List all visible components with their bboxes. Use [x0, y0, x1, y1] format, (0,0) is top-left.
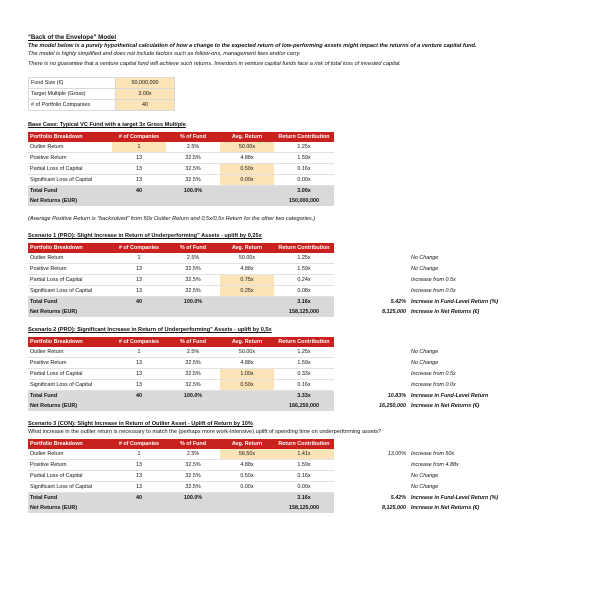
delta-value: [360, 471, 408, 482]
spacer: [334, 493, 360, 504]
avg-return-cell: 4.88x: [220, 358, 274, 369]
empty-cell: [166, 401, 220, 411]
spacer: [334, 391, 360, 402]
contribution-cell: 0.16x: [274, 471, 334, 482]
header-cell: % of Fund: [166, 439, 220, 449]
pct-cell: 32.5%: [166, 380, 220, 391]
change-note: No Change: [411, 484, 439, 490]
table-row: [28, 358, 523, 369]
row-label: Total Fund: [28, 186, 112, 197]
delta-value: [360, 460, 408, 471]
companies-cell: 40: [112, 391, 166, 402]
empty-cell: [220, 401, 274, 411]
row-label: Net Returns (EUR): [28, 307, 112, 317]
contribution-cell: 1.59x: [274, 153, 334, 164]
row-label: Partial Loss of Capital: [28, 275, 112, 286]
empty-cell: [112, 307, 166, 317]
base-case-title: Base Case: Typical VC Fund with a target 3x Gross Multiple: [28, 122, 186, 128]
table-row: [28, 369, 523, 380]
row-label: Outlier Return: [28, 142, 112, 153]
contribution-cell: 1.59x: [274, 460, 334, 471]
change-note: Increase from 4.88x: [411, 462, 459, 468]
avg-return-cell: [220, 186, 274, 197]
header-cell: Return Contribution: [274, 337, 334, 347]
empty-cell: [166, 307, 220, 317]
page-title: "Back of the Envelope" Model: [28, 34, 117, 41]
avg-return-cell[interactable]: 1.00x: [220, 369, 274, 380]
table-row: [28, 460, 523, 471]
contribution-cell: 0.33x: [274, 369, 334, 380]
avg-return-cell[interactable]: 50.00x: [220, 142, 274, 153]
spacer: [334, 253, 360, 264]
change-note: Increase in Net Returns (€): [411, 403, 480, 409]
spacer: [334, 347, 360, 358]
table-row: [28, 286, 523, 297]
row-label: Significant Loss of Capital: [28, 175, 112, 186]
header-cell: Portfolio Breakdown: [28, 243, 112, 253]
pct-cell: 2.5%: [166, 142, 220, 153]
spacer: [334, 275, 360, 286]
change-note: No Change: [411, 266, 439, 272]
avg-return-cell: 4.88x: [220, 153, 274, 164]
companies-cell: 13: [112, 471, 166, 482]
pct-cell: 2.5%: [166, 449, 220, 460]
delta-value: [360, 264, 408, 275]
companies-cell: 40: [112, 186, 166, 197]
delta-value: [360, 253, 408, 264]
pct-cell: 100.0%: [166, 391, 220, 402]
intro-line-3: There is no guarantee that a venture capital fund will achieve such returns. Investors in venture capital funds face a risk of total loss of invested capital.: [28, 61, 401, 67]
pct-cell: 100.0%: [166, 493, 220, 504]
scenario-3-table: [28, 439, 523, 513]
pct-cell: 2.5%: [166, 347, 220, 358]
companies-cell: 13: [112, 264, 166, 275]
input-row-target-multiple: [29, 89, 175, 100]
empty-cell: [220, 493, 274, 504]
table-row: [28, 380, 523, 391]
pct-cell: 32.5%: [166, 153, 220, 164]
table-row: [28, 253, 523, 264]
table-row: [28, 164, 334, 175]
header-cell: Avg. Return: [220, 337, 274, 347]
avg-return-cell: 0.00x: [220, 482, 274, 493]
delta-value: 16,250,000: [379, 403, 406, 409]
header-cell: % of Fund: [166, 243, 220, 253]
companies-cell: 1: [112, 253, 166, 264]
header-cell: % of Fund: [166, 132, 220, 142]
header-cell: % of Fund: [166, 337, 220, 347]
delta-value: [360, 347, 408, 358]
empty-cell: [112, 503, 166, 513]
pct-cell: 32.5%: [166, 369, 220, 380]
delta-value: [360, 380, 408, 391]
spacer: [334, 337, 360, 347]
row-label: Net Returns (EUR): [28, 503, 112, 513]
pct-cell: 100.0%: [166, 186, 220, 197]
scenario-1-table: [28, 243, 523, 317]
total-row: [28, 186, 334, 197]
change-note: No Change: [411, 349, 439, 356]
companies-cell: 13: [112, 175, 166, 186]
row-label: Outlier Return: [28, 449, 112, 460]
row-label: Significant Loss of Capital: [28, 380, 112, 391]
row-label: Positive Return: [28, 358, 112, 369]
table-row: [28, 482, 523, 493]
change-note: No Change: [411, 360, 439, 366]
avg-return-cell: 50.00x: [220, 347, 274, 358]
spacer: [334, 439, 360, 449]
header-cell: Return Contribution: [274, 132, 334, 142]
row-label: Partial Loss of Capital: [28, 164, 112, 175]
delta-value: 5.42%: [390, 298, 406, 305]
delta-value: [360, 369, 408, 380]
change-note: Increase in Fund-Level Return (%): [411, 298, 499, 305]
scenario-3-title: Scenario 3 (CON): Slight Increase in Return of Outlier Asset - Uplift of Return by 10%: [28, 421, 253, 427]
spacer: [360, 337, 408, 347]
total-row: [28, 493, 523, 504]
row-label: Positive Return: [28, 460, 112, 471]
change-note: Increase from 50x: [411, 451, 455, 458]
avg-return-cell: 0.50x: [220, 471, 274, 482]
contribution-cell: 0.16x: [274, 164, 334, 175]
header-cell: # of Companies: [112, 439, 166, 449]
delta-value: [360, 275, 408, 286]
contribution-cell: 1.25x: [274, 142, 334, 153]
header-cell: # of Companies: [112, 243, 166, 253]
contribution-cell: 1.25x: [274, 347, 334, 358]
avg-return-cell[interactable]: 0.00x: [220, 175, 274, 186]
input-value[interactable]: 40: [116, 100, 175, 111]
net-returns-value: 158,125,000: [274, 307, 334, 317]
avg-return-cell[interactable]: 0.50x: [220, 380, 274, 391]
table-header: [28, 337, 523, 347]
row-label: Positive Return: [28, 264, 112, 275]
intro-line-1: The model below is a purely hypothetical calculation of how a change to the expected return of low-performing assets might impact the returns of a venture capital fund.: [28, 43, 477, 49]
scenario-3-subtitle: What increase in the outlier return is necessary to match the (perhaps more work-intensive) uplift of spending time on underperforming assets?: [28, 429, 382, 435]
input-row-portfolio-companies: [29, 100, 175, 111]
change-note: Increase in Fund-Level Return (%): [411, 494, 499, 501]
contribution-cell: 3.00x: [274, 186, 334, 197]
pct-cell: 32.5%: [166, 358, 220, 369]
contribution-cell: 1.59x: [274, 264, 334, 275]
row-label: Significant Loss of Capital: [28, 286, 112, 297]
change-note: Increase from 0.0x: [411, 382, 456, 388]
total-row: [28, 391, 523, 402]
table-row: [28, 175, 334, 186]
row-label: Total Fund: [28, 297, 112, 308]
scenario-2-title: Scenario 2 (PRO): Significant Increase in Return of Underperforming" Assets - uplift by 0,5x: [28, 327, 272, 333]
pct-cell: 32.5%: [166, 175, 220, 186]
base-case-remark: (Average Positive Return is "backsolved" from 50x Outlier Return and 0,5x/0,5x Return for the other two categories.): [28, 216, 316, 222]
header-cell: Return Contribution: [274, 243, 334, 253]
header-cell: Avg. Return: [220, 243, 274, 253]
avg-return-cell[interactable]: 0.50x: [220, 164, 274, 175]
empty-cell: [220, 196, 274, 206]
header-cell: Avg. Return: [220, 132, 274, 142]
input-label: # of Portfolio Companies: [29, 100, 116, 111]
row-label: Net Returns (EUR): [28, 401, 112, 411]
spacer: [334, 460, 360, 471]
companies-cell: 13: [112, 153, 166, 164]
contribution-cell: 0.00x: [274, 482, 334, 493]
empty-cell: [112, 196, 166, 206]
companies-cell: 13: [112, 482, 166, 493]
row-label: Partial Loss of Capital: [28, 471, 112, 482]
spacer: [334, 449, 360, 460]
row-label: Outlier Return: [28, 253, 112, 264]
spacer: [334, 307, 360, 317]
delta-value: 13.00%: [387, 451, 406, 458]
companies-cell: 40: [112, 493, 166, 504]
net-returns-value: 166,250,000: [274, 401, 334, 411]
header-cell: Avg. Return: [220, 439, 274, 449]
pct-cell: 32.5%: [166, 275, 220, 286]
companies-cell[interactable]: 1: [112, 142, 166, 153]
change-note: Increase in Net Returns (€): [411, 505, 480, 511]
table-row: [28, 264, 523, 275]
inputs-table: [28, 77, 175, 111]
header-cell: Return Contribution: [274, 439, 334, 449]
delta-value: 5.42%: [390, 494, 406, 501]
spacer: [334, 503, 360, 513]
spacer: [334, 297, 360, 308]
empty-cell: [220, 391, 274, 402]
row-label: Total Fund: [28, 493, 112, 504]
empty-cell: [220, 503, 274, 513]
table-row: [28, 449, 523, 460]
spacer: [360, 439, 408, 449]
net-returns-row: [28, 307, 523, 317]
spacer: [360, 243, 408, 253]
net-returns-row: [28, 196, 334, 206]
companies-cell: 13: [112, 369, 166, 380]
avg-return-cell[interactable]: 0.75x: [220, 275, 274, 286]
table-row: [28, 471, 523, 482]
spacer: [334, 358, 360, 369]
delta-value: [360, 358, 408, 369]
companies-cell: 13: [112, 460, 166, 471]
empty-cell: [112, 401, 166, 411]
change-note: Increase in Net Returns (€): [411, 309, 480, 315]
change-note: Increase in Fund-Level Return: [411, 392, 489, 399]
companies-cell: 1: [112, 449, 166, 460]
change-note: No Change: [411, 255, 439, 262]
pct-cell: 32.5%: [166, 471, 220, 482]
header-cell: # of Companies: [112, 337, 166, 347]
avg-return-cell: 4.88x: [220, 460, 274, 471]
row-label: Significant Loss of Capital: [28, 482, 112, 493]
delta-value: [360, 286, 408, 297]
pct-cell: 100.0%: [166, 297, 220, 308]
contribution-cell: 0.08x: [274, 286, 334, 297]
spacer: [408, 243, 523, 253]
spacer: [334, 243, 360, 253]
contribution-cell: 3.33x: [274, 391, 334, 402]
table-row: [28, 153, 334, 164]
base-case-table: [28, 132, 334, 206]
contribution-cell: 1.41x: [274, 449, 334, 460]
input-value[interactable]: 3.00x: [116, 89, 175, 100]
avg-return-cell[interactable]: 0.25x: [220, 286, 274, 297]
scenario-2-table: [28, 337, 523, 411]
contribution-cell: 3.16x: [274, 493, 334, 504]
companies-cell: 13: [112, 164, 166, 175]
spacer: [334, 401, 360, 411]
table-header: [28, 439, 523, 449]
net-returns-row: [28, 401, 523, 411]
empty-cell: [166, 503, 220, 513]
header-cell: Portfolio Breakdown: [28, 337, 112, 347]
change-note: No Change: [411, 473, 439, 479]
input-label: Target Multiple (Gross): [29, 89, 116, 100]
pct-cell: 32.5%: [166, 286, 220, 297]
contribution-cell: 3.16x: [274, 297, 334, 308]
spacer: [334, 471, 360, 482]
spacer: [334, 286, 360, 297]
input-value[interactable]: 50,000,000: [116, 78, 175, 89]
pct-cell: 32.5%: [166, 460, 220, 471]
table-header: [28, 132, 334, 142]
row-label: Partial Loss of Capital: [28, 369, 112, 380]
companies-cell: 40: [112, 297, 166, 308]
companies-cell: 13: [112, 358, 166, 369]
change-note: Increase from 0.0x: [411, 288, 456, 294]
pct-cell: 32.5%: [166, 264, 220, 275]
companies-cell: 1: [112, 347, 166, 358]
row-label: Positive Return: [28, 153, 112, 164]
net-returns-value: 158,125,000: [274, 503, 334, 513]
companies-cell: 13: [112, 275, 166, 286]
net-returns-row: [28, 503, 523, 513]
model-sheet: [28, 34, 588, 513]
empty-cell: [220, 297, 274, 308]
table-row: [28, 275, 523, 286]
scenario-1-title: Scenario 1 (PRO): Slight Increase in Return of Underperforming" Assets - uplift by 0,25x: [28, 233, 262, 239]
contribution-cell: 0.24x: [274, 275, 334, 286]
companies-cell: 13: [112, 286, 166, 297]
avg-return-cell[interactable]: 56.50x: [220, 449, 274, 460]
header-cell: # of Companies: [112, 132, 166, 142]
spacer: [334, 369, 360, 380]
header-cell: Portfolio Breakdown: [28, 132, 112, 142]
table-row: [28, 347, 523, 358]
row-label: Net Returns (EUR): [28, 196, 112, 206]
table-row: [28, 142, 334, 153]
delta-value: 8,125,000: [382, 309, 406, 315]
delta-value: [360, 482, 408, 493]
delta-value: 8,125,000: [382, 505, 406, 511]
contribution-cell: 0.00x: [274, 175, 334, 186]
spacer: [334, 380, 360, 391]
spacer: [334, 264, 360, 275]
empty-cell: [166, 196, 220, 206]
spacer: [408, 337, 523, 347]
contribution-cell: 1.59x: [274, 358, 334, 369]
pct-cell: 2.5%: [166, 253, 220, 264]
companies-cell: 13: [112, 380, 166, 391]
empty-cell: [220, 307, 274, 317]
spacer: [408, 439, 523, 449]
spacer: [334, 482, 360, 493]
contribution-cell: 0.16x: [274, 380, 334, 391]
total-row: [28, 297, 523, 308]
contribution-cell: 1.25x: [274, 253, 334, 264]
net-returns-value: 150,000,000: [274, 196, 334, 206]
input-label: Fund Size (€): [29, 78, 116, 89]
intro-line-2: The model is highly simplified and does not include factors such as follow-ons, management fees and/or carry.: [28, 51, 301, 57]
pct-cell: 32.5%: [166, 482, 220, 493]
avg-return-cell: 4.88x: [220, 264, 274, 275]
change-note: Increase from 0.5x: [411, 371, 456, 377]
table-header: [28, 243, 523, 253]
header-cell: Portfolio Breakdown: [28, 439, 112, 449]
input-row-fund-size: [29, 78, 175, 89]
change-note: Increase from 0.5x: [411, 277, 456, 283]
delta-value: 10.83%: [387, 392, 406, 399]
row-label: Total Fund: [28, 391, 112, 402]
avg-return-cell: 50.00x: [220, 253, 274, 264]
row-label: Outlier Return: [28, 347, 112, 358]
pct-cell: 32.5%: [166, 164, 220, 175]
